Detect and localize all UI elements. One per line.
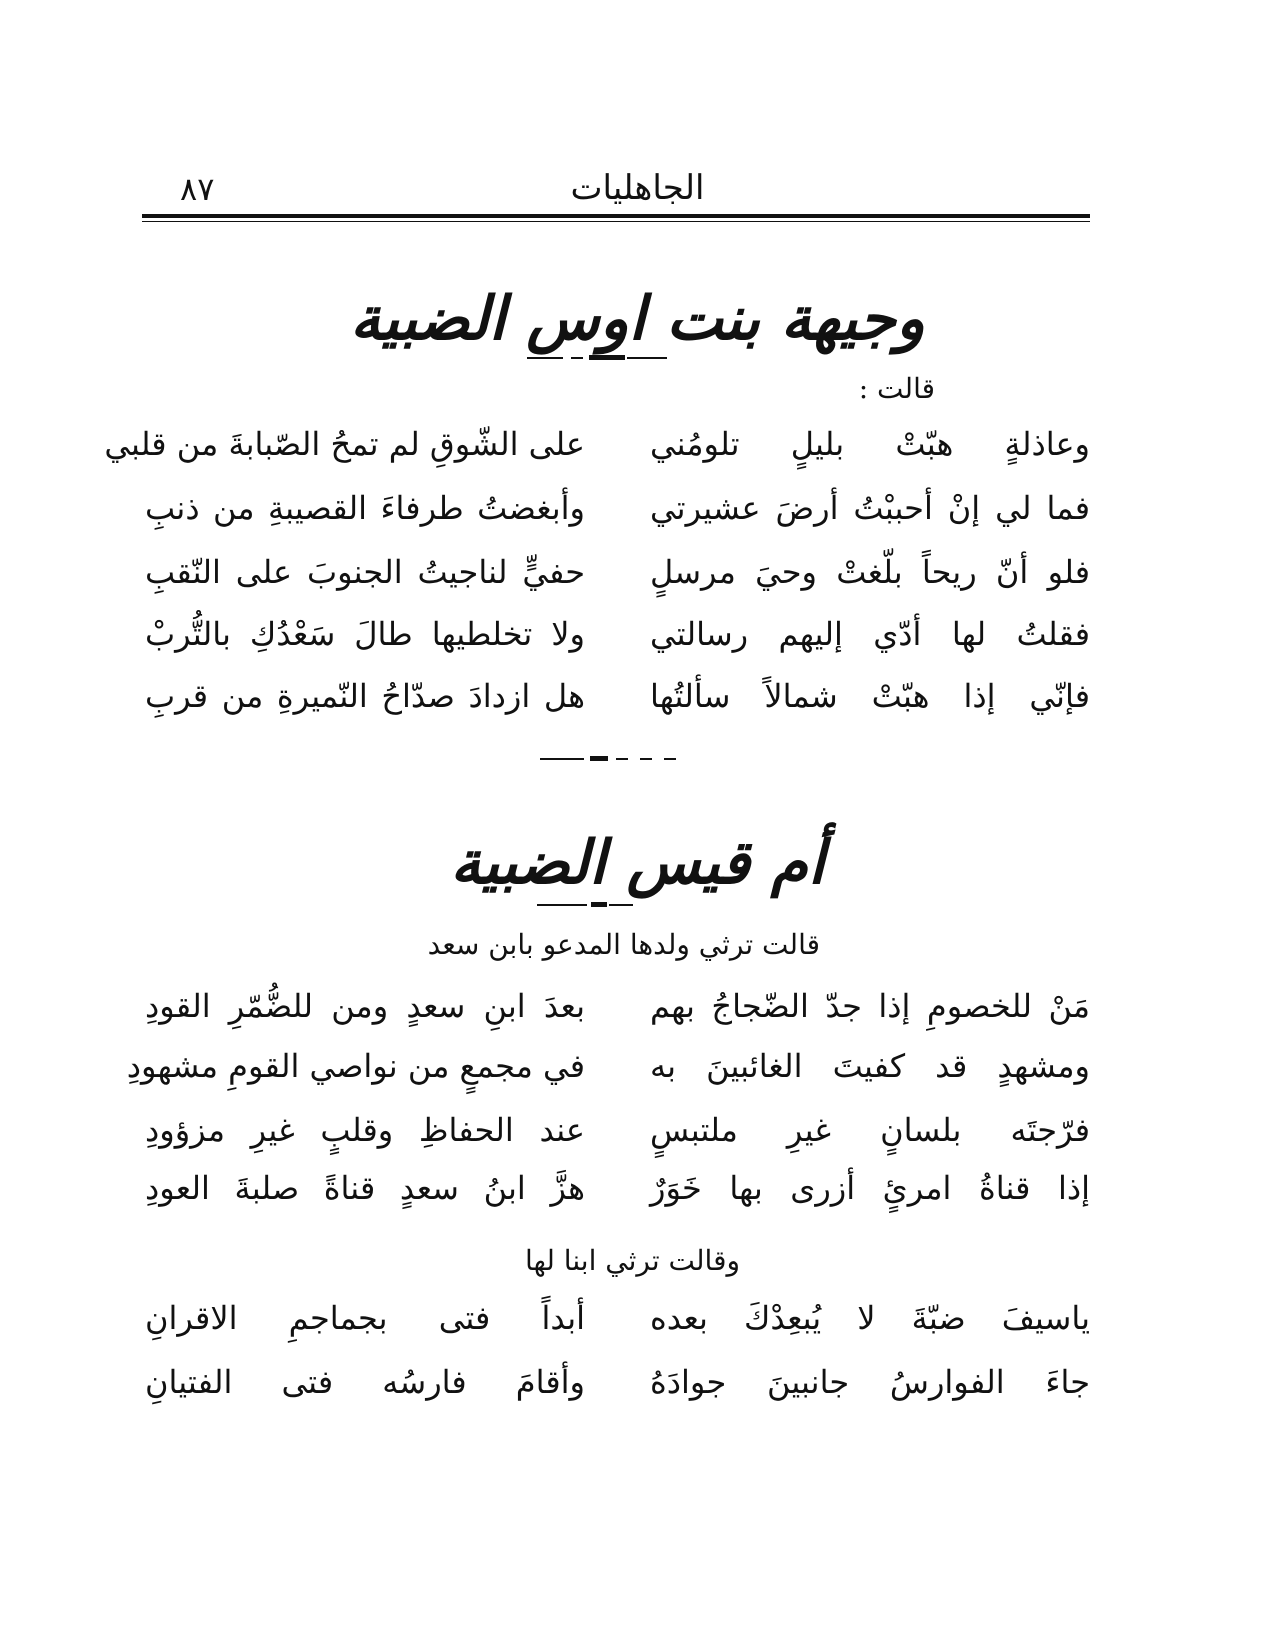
verse-first-hemistich: مَنْ للخصومِ إذا جدّ الضّجاجُ بهم bbox=[650, 987, 1090, 1025]
poem-intro: وقالت ترثي ابنا لها bbox=[524, 1244, 740, 1277]
verse-first-hemistich: ومشهدٍ قد كفيتَ الغائبينَ به bbox=[650, 1047, 1090, 1085]
header-rule bbox=[142, 214, 1090, 218]
poem-title: وجيهة بنت اوس الضبية bbox=[350, 284, 925, 354]
poem-intro: قالت ترثي ولدها المدعو بابن سعد bbox=[427, 928, 820, 961]
header-rule-thin bbox=[142, 221, 1090, 222]
verse-first-hemistich: إذا قناةُ امرئٍ أزرى بها خَوَرٌ bbox=[650, 1169, 1090, 1207]
verse-first-hemistich: ياسيفَ ضبّةَ لا يُبعِدْكَ بعده bbox=[650, 1299, 1090, 1337]
page-number: ٨٧ bbox=[180, 170, 215, 208]
verse-second-hemistich: على الشّوقِ لم تمحُ الصّبابةَ من قلبي bbox=[104, 425, 585, 463]
running-header-title: الجاهليات bbox=[570, 168, 705, 208]
verse-first-hemistich: وعاذلةٍ هبّتْ بليلٍ تلومُني bbox=[650, 425, 1090, 463]
verse-second-hemistich: هزَّ ابنُ سعدٍ قناةً صلبةَ العودِ bbox=[145, 1169, 585, 1207]
poem-intro: قالت : bbox=[858, 372, 935, 405]
verse-second-hemistich: هل ازدادَ صدّاحُ النّميرةِ من قربِ bbox=[145, 677, 585, 715]
verse-second-hemistich: بعدَ ابنِ سعدٍ ومن للضُّمّرِ القودِ bbox=[145, 987, 585, 1025]
verse-second-hemistich: ولا تخلطيها طالَ سَعْدُكِ بالتُّربْ bbox=[145, 615, 585, 653]
poem-title: أم قيس الضبية bbox=[450, 828, 825, 898]
verse-second-hemistich: في مجمعٍ من نواصي القومِ مشهودِ bbox=[126, 1047, 585, 1085]
verse-first-hemistich: فلو أنّ ريحاً بلّغتْ وحيَ مرسلٍ bbox=[650, 553, 1090, 591]
verse-second-hemistich: وأقامَ فارسُه فتى الفتيانِ bbox=[145, 1363, 585, 1401]
verse-second-hemistich: عند الحفاظِ وقلبٍ غيرِ مزؤودِ bbox=[145, 1111, 585, 1149]
title-ornament bbox=[537, 902, 633, 908]
verse-first-hemistich: فقلتُ لها أدّي إليهم رسالتي bbox=[650, 615, 1090, 653]
section-divider bbox=[540, 756, 680, 762]
verse-second-hemistich: أبداً فتى بجماجمِ الاقرانِ bbox=[145, 1299, 585, 1337]
verse-first-hemistich: فإنّي إذا هبّتْ شمالاً سألتُها bbox=[650, 677, 1090, 715]
verse-second-hemistich: حفيٍّ لناجيتُ الجنوبَ على النّقبِ bbox=[145, 553, 585, 591]
verse-second-hemistich: وأبغضتُ طرفاءَ القصيبةِ من ذنبِ bbox=[145, 489, 585, 527]
verse-first-hemistich: فما لي إنْ أحببْتُ أرضَ عشيرتي bbox=[650, 489, 1090, 527]
verse-first-hemistich: فرّجتَه بلسانٍ غيرِ ملتبسٍ bbox=[650, 1111, 1090, 1149]
title-ornament bbox=[527, 355, 667, 361]
verse-first-hemistich: جاءَ الفوارسُ جانبينَ جوادَهُ bbox=[650, 1363, 1090, 1401]
